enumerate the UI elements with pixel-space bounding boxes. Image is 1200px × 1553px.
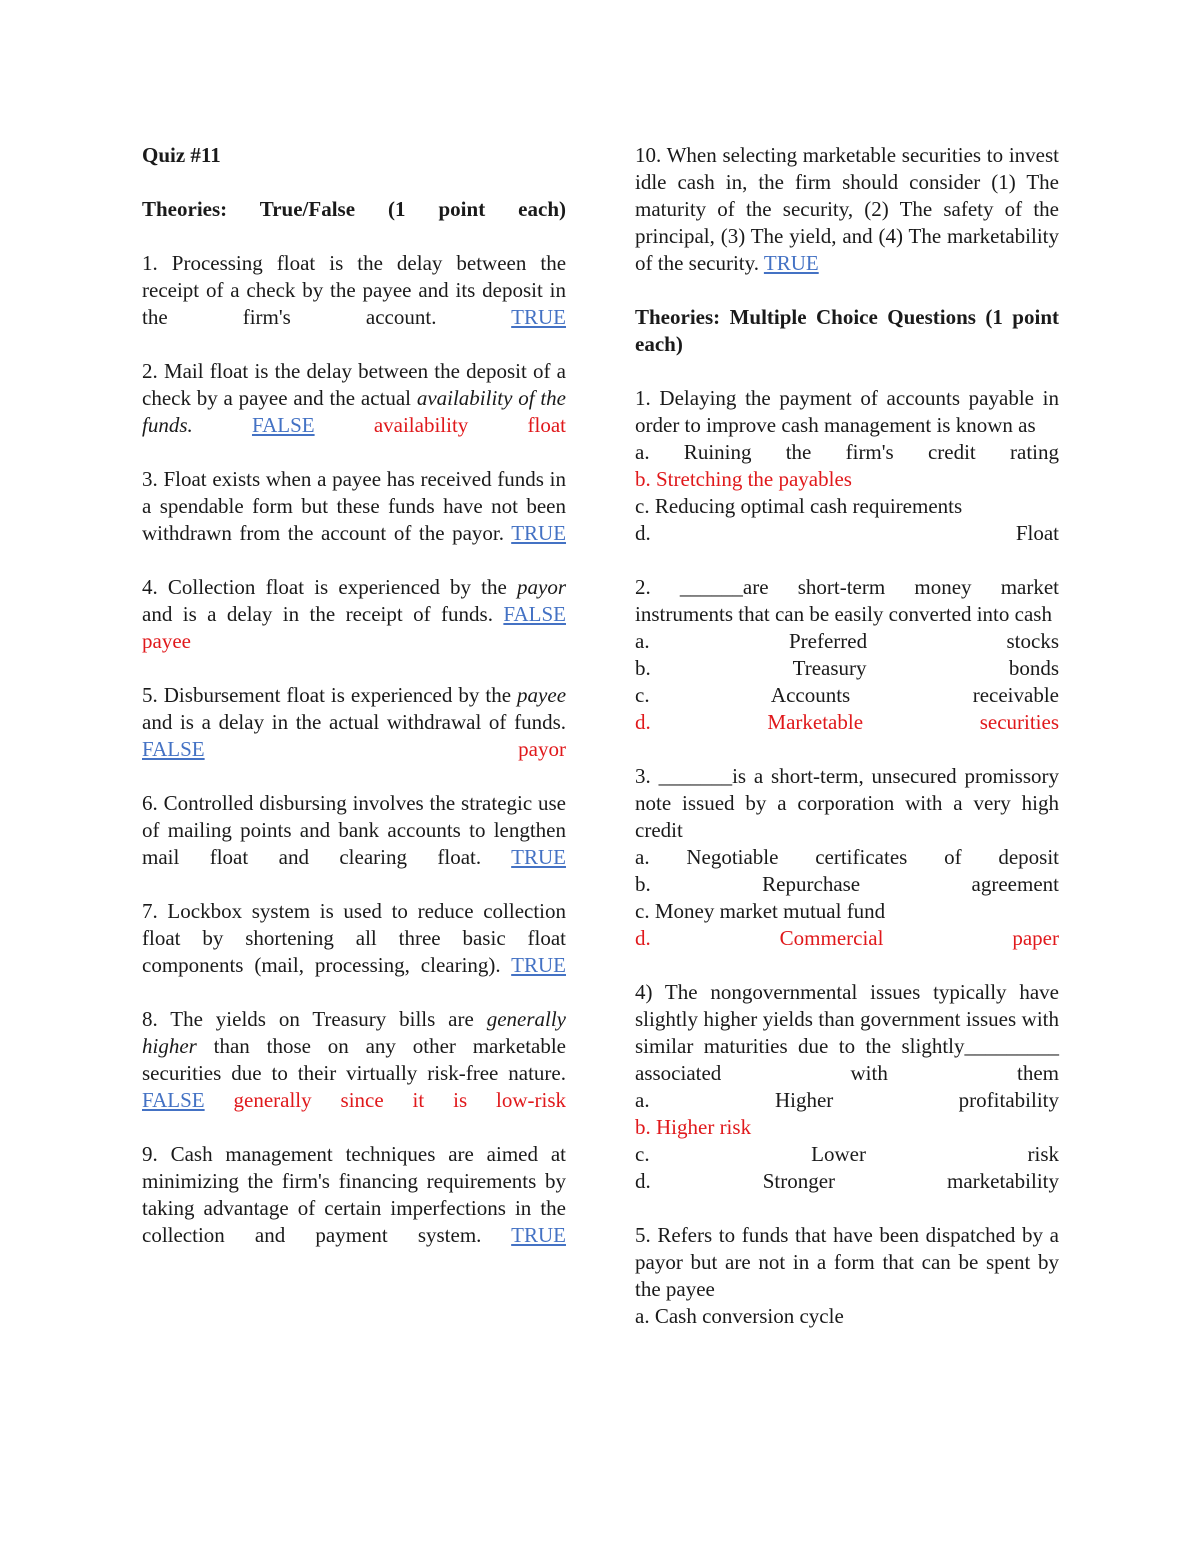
mc-heading: Theories: Multiple Choice Questions (1 point each) — [635, 305, 1059, 356]
option-b: b. Repurchase agreement — [635, 872, 1059, 896]
answer-label: TRUE — [511, 1223, 566, 1247]
option-d-correct: d. Marketable securities — [635, 710, 1059, 734]
option-a: a. Negotiable certificates of deposit — [635, 845, 1059, 869]
tf-heading: Theories: True/False (1 point each) — [142, 197, 566, 221]
mc-question-5 — [635, 1222, 1059, 1330]
mc-question-1 — [635, 385, 1059, 574]
option-d: d. Float — [635, 521, 1059, 545]
right-column — [635, 142, 1059, 1330]
option-c: c. Money market mutual fund — [635, 899, 886, 923]
option-a: a. Cash conversion cycle — [635, 1304, 844, 1328]
answer-label: FALSE — [142, 737, 205, 761]
option-c: c. Accounts receivable — [635, 683, 1059, 707]
correction-text: availability float — [373, 413, 566, 437]
answer-label: TRUE — [511, 305, 566, 329]
answer-label: TRUE — [511, 953, 566, 977]
answer-label: TRUE — [763, 251, 819, 275]
left-column — [142, 142, 566, 1276]
quiz-title: Quiz #11 — [142, 143, 221, 167]
option-b: b. Treasury bonds — [635, 656, 1059, 680]
tf-item-9: 9. Cash management techniques are aimed at minimizing the firm's financing requirements by taking advantage of certain imperfections in the collection and payment system. TRUE — [142, 1142, 566, 1247]
option-a: a. Ruining the firm's credit rating — [635, 440, 1059, 464]
tf-item-4: 4. Collection float is experienced by the payor and is a delay in the receipt of funds. FALSE payee — [142, 575, 566, 653]
answer-label: FALSE — [503, 602, 566, 626]
option-b-correct: b. Higher risk — [635, 1115, 752, 1139]
tf-item-1: 1. Processing float is the delay between the receipt of a check by the payee and its deposit in the firm's account. TRUE — [142, 251, 567, 329]
option-b-correct: b. Stretching the payables — [635, 467, 852, 491]
tf-item-7: 7. Lockbox system is used to reduce collection float by shortening all three basic float components (mail, processing, clearing). TRUE — [142, 899, 566, 977]
answer-label: FALSE — [142, 1088, 205, 1112]
mc-question-3 — [635, 763, 1059, 979]
answer-label: TRUE — [511, 521, 567, 545]
question-stem: 4) The nongovernmental issues typically have slightly higher yields than government issues with similar maturities due to the slightly_________ associated with them — [635, 980, 1059, 1085]
tf-item-8: 8. The yields on Treasury bills are generally higher than those on any other marketable securities due to their virtually risk-free nature. FALSE generally since it is low-risk — [142, 1007, 567, 1112]
tf-item-10: 10. When selecting marketable securities to invest idle cash in, the firm should consider (1) The maturity of the security, (2) The safety of the principal, (3) The yield, and (4) The marketability of the security. TRUE — [635, 143, 1059, 275]
question-stem: 1. Delaying the payment of accounts payable in order to improve cash management is known as — [635, 386, 1059, 437]
tf-item-2: 2. Mail float is the delay between the deposit of a check by a payee and the actual availability of the funds. FALSE availability float — [142, 359, 567, 437]
mc-question-2 — [635, 574, 1059, 763]
option-d: d. Stronger marketability — [635, 1169, 1059, 1193]
option-c: c. Lower risk — [635, 1142, 1059, 1166]
answer-label: TRUE — [511, 845, 566, 869]
correction-text: payee — [142, 629, 191, 653]
option-c: c. Reducing optimal cash requirements — [635, 494, 963, 518]
answer-label: FALSE — [251, 413, 315, 437]
correction-text: generally since it is low-risk — [233, 1088, 566, 1112]
mc-question-4 — [635, 979, 1059, 1222]
option-a: a. Higher profitability — [635, 1088, 1059, 1112]
tf-item-6: 6. Controlled disbursing involves the strategic use of mailing points and bank accounts to lengthen mail float and clearing float. TRUE — [142, 791, 566, 869]
tf-item-3: 3. Float exists when a payee has received funds in a spendable form but these funds have not been withdrawn from the account of the payor. TRUE — [142, 467, 567, 545]
option-d-correct: d. Commercial paper — [635, 926, 1059, 950]
correction-text: payor — [518, 737, 566, 761]
question-stem: 2. ______are short-term money market instruments that can be easily converted into cash — [635, 575, 1059, 626]
question-stem: 3. _______is a short-term, unsecured promissory note issued by a corporation with a very high credit — [635, 764, 1059, 842]
option-a: a. Preferred stocks — [635, 629, 1059, 653]
question-stem: 5. Refers to funds that have been dispatched by a payor but are not in a form that can be spent by the payee — [635, 1223, 1059, 1301]
tf-item-5: 5. Disbursement float is experienced by the payee and is a delay in the actual withdrawal of funds. FALSE payor — [142, 683, 567, 761]
